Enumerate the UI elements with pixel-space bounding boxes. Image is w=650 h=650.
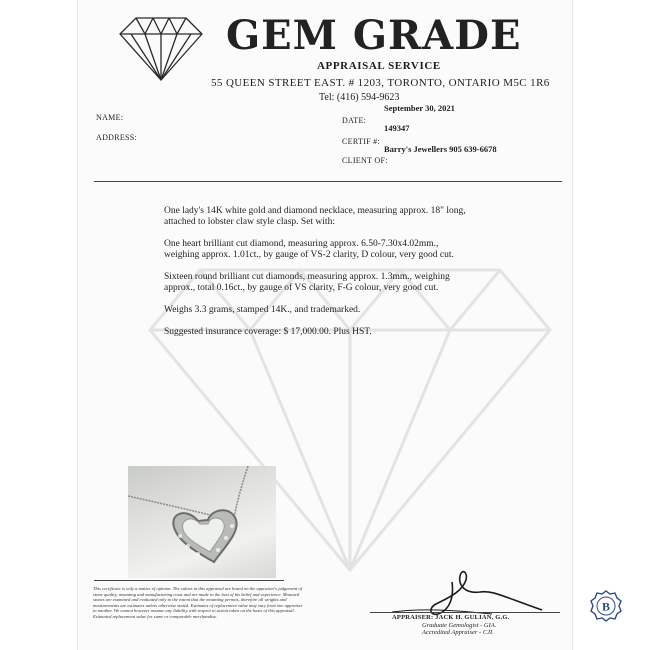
b-logo-badge-icon <box>590 590 622 622</box>
certificate-label: CERTIF #: <box>342 137 381 146</box>
name-label: NAME: <box>96 113 124 122</box>
appraiser-credential-gia: Graduate Gemologist - GIA. <box>422 621 497 629</box>
company-subtitle: APPRAISAL SERVICE <box>317 60 441 72</box>
company-address: 55 QUEEN STREET EAST. # 1203, TORONTO, ONTARIO M5C 1R6 <box>211 77 550 89</box>
header-divider <box>94 181 562 182</box>
client-value: Barry's Jewellers 905 639-6678 <box>384 144 497 154</box>
date-value: September 30, 2021 <box>384 103 455 113</box>
badge-letter: B <box>601 599 611 614</box>
necklace-photo <box>128 466 276 578</box>
appraiser-block <box>392 614 562 637</box>
description-paragraph-heart-diamond: One heart brilliant cut diamond, measuring approx. 6.50-7.30x4.02mm., weighing approx. 1.01ct., by gauge of VS-2 clarity, D colour, very good cut. <box>164 239 454 260</box>
item-description <box>164 206 474 349</box>
footer-divider <box>94 580 284 581</box>
address-label: ADDRESS: <box>96 133 138 142</box>
description-paragraph-necklace: One lady's 14K white gold and diamond necklace, measuring approx. 18" long, attached to lobster claw style clasp. Set with: <box>164 206 466 227</box>
company-title: GEM GRADE <box>226 12 522 59</box>
client-label: CLIENT OF: <box>342 156 388 165</box>
description-paragraph-weight: Weighs 3.3 grams, stamped 14K., and trademarked. <box>164 305 361 315</box>
company-phone: Tel: (416) 594-9623 <box>319 92 400 103</box>
certificate-number: 149347 <box>384 123 410 133</box>
appraiser-name: APPRAISER: JACK H. GULIAN, G.G. <box>392 614 510 621</box>
diamond-logo-icon <box>118 14 204 82</box>
description-paragraph-round-diamonds: Sixteen round brilliant cut diamonds, measuring approx. 1.3mm., weighing approx., total 0.16ct., by gauge of VS clarity, F-G colour, very good cut. <box>164 272 450 293</box>
disclaimer-text: This certificate is only a matter of opinion. The values in this appraisal are based on the appraiser's judgement of stone quality, mounting and manufacturing costs and are made to the best of his belief and experience. Mounted stones are examined and evaluated only to the extent that the mounting permits, therefore all weights and measurements are estimates unless otherwise stated. Estimates of replacement value may vary from one appraiser to another. We cannot however assume any liability with respect to action taken on the basis of this appraisal. Estimated replacement value for same or comparable merchandise. <box>93 586 303 619</box>
appraiser-credential-cji: Accredited Appraiser - CJI. <box>422 629 494 636</box>
description-paragraph-insurance: Suggested insurance coverage: $ 17,000.00. Plus HST. <box>164 327 372 337</box>
signature-line <box>370 612 560 613</box>
date-label: DATE: <box>342 116 367 125</box>
